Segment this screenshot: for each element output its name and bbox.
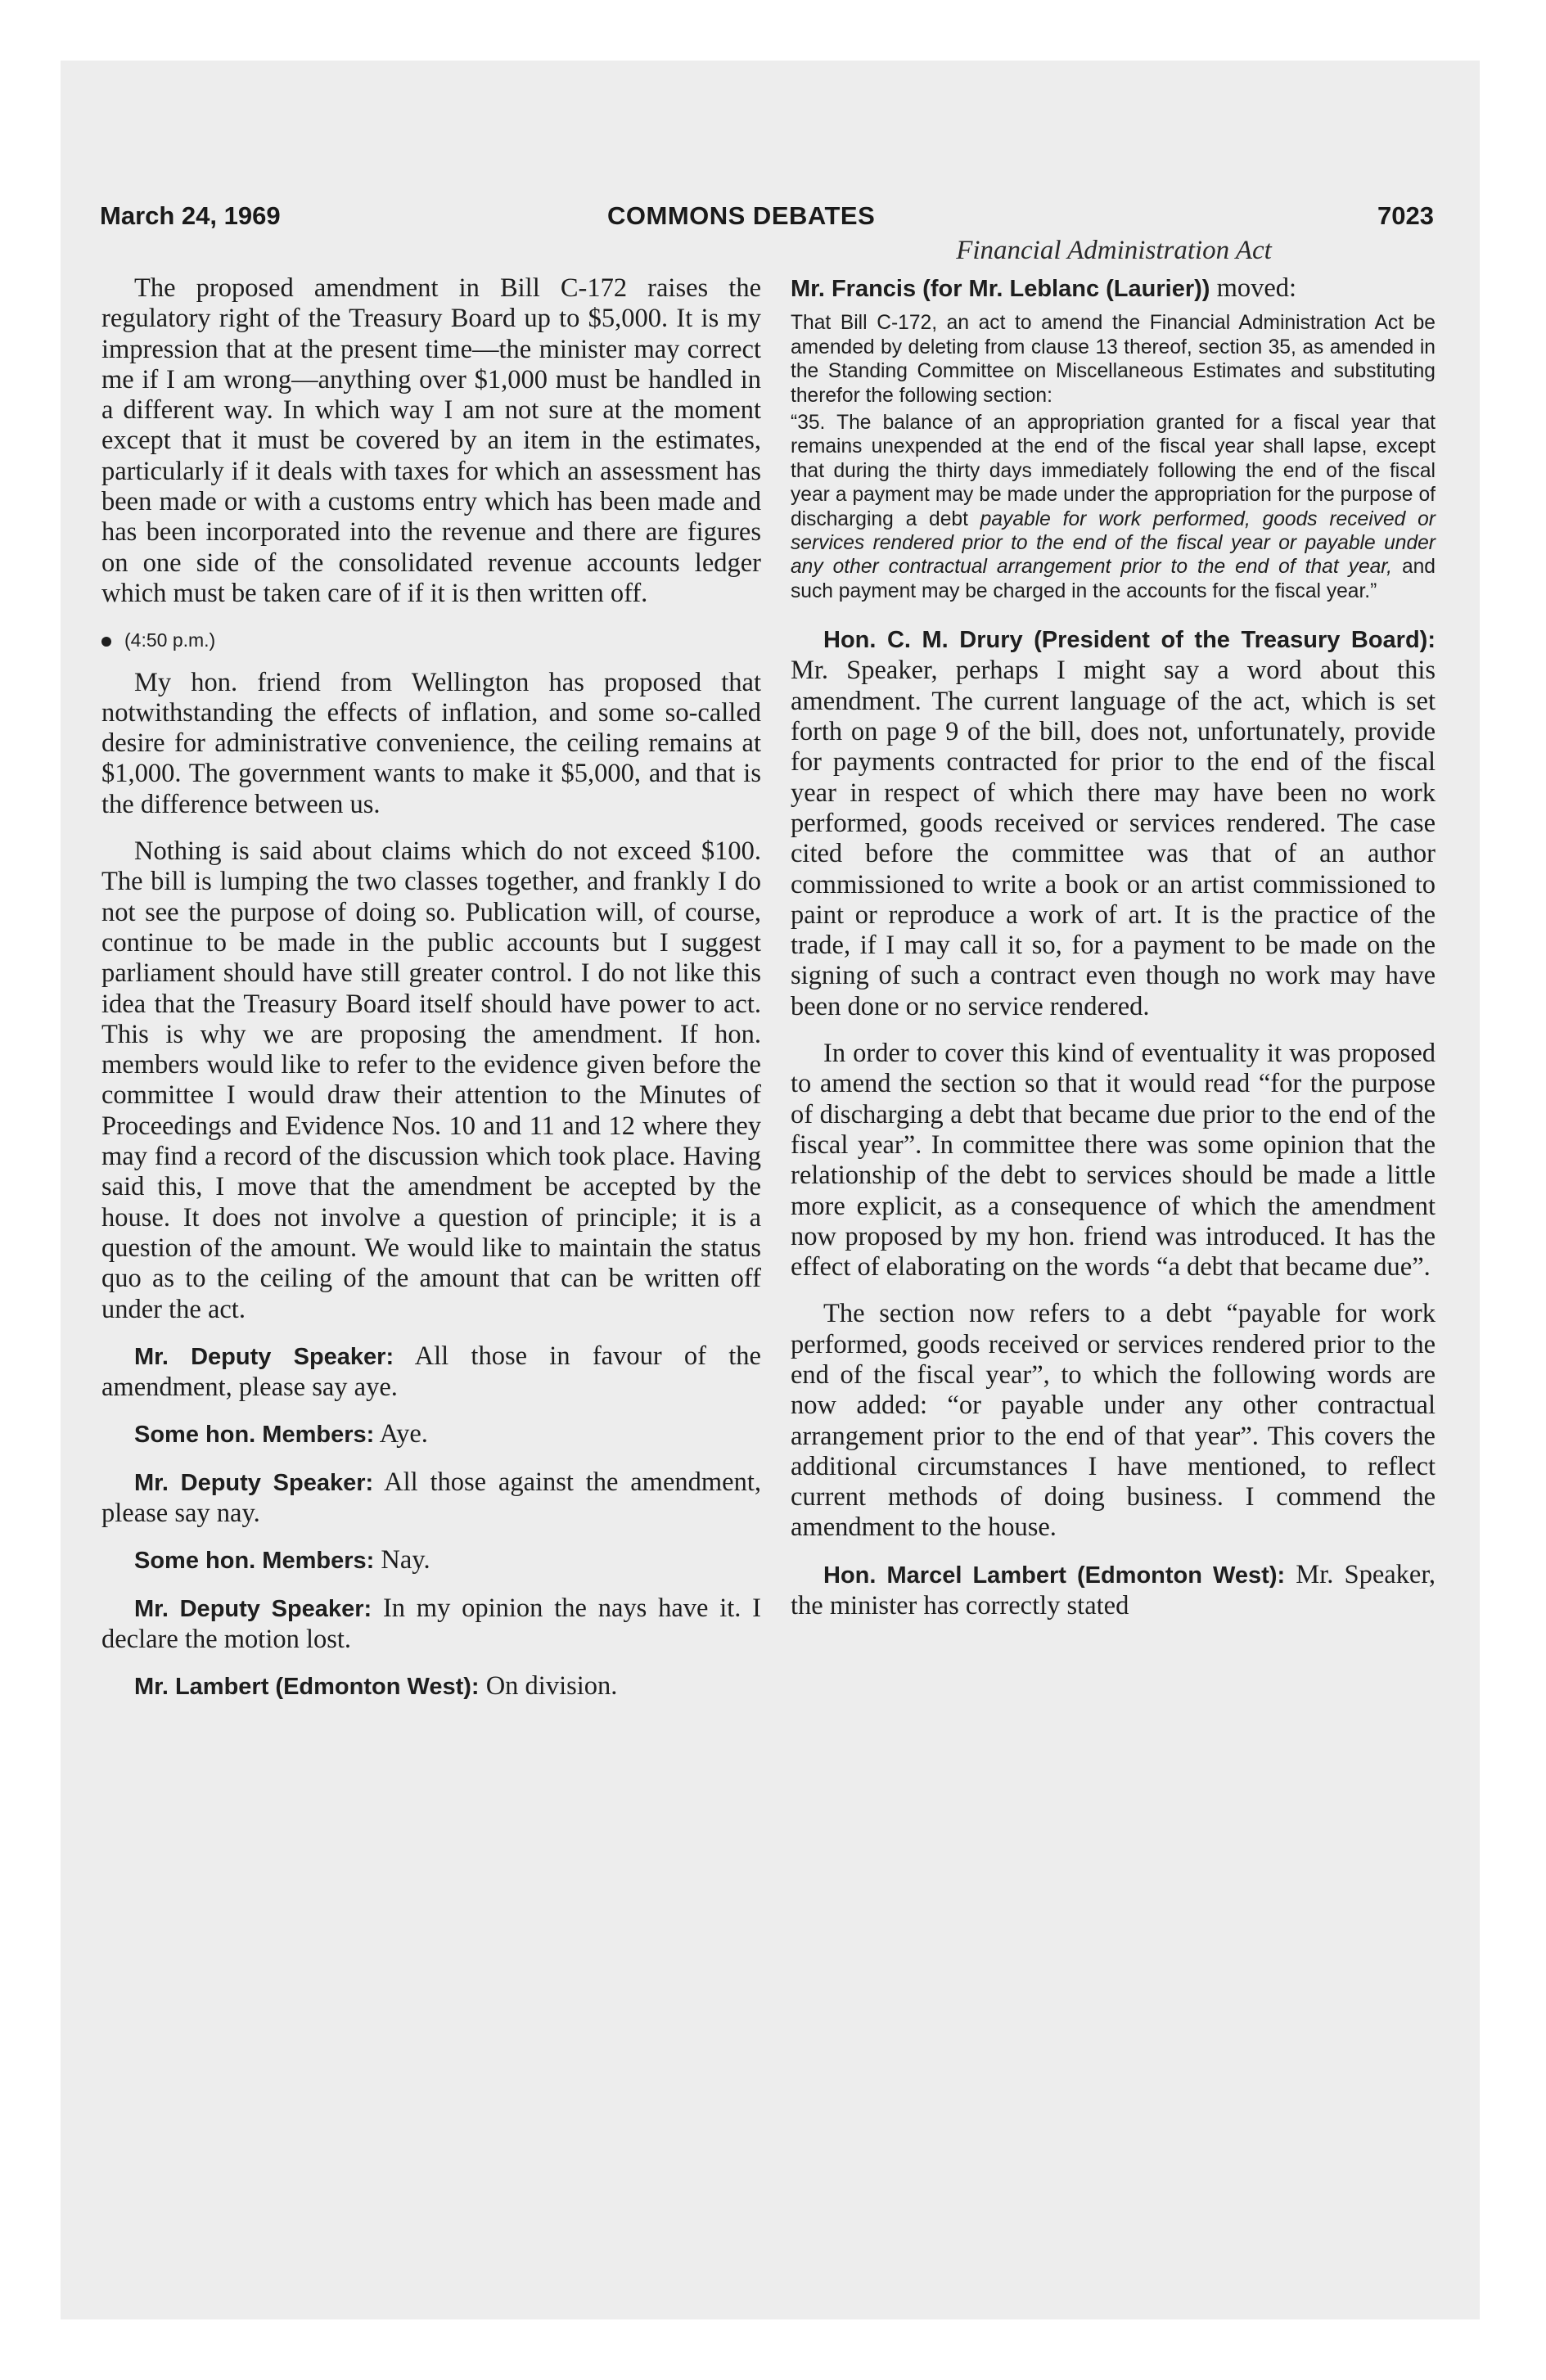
speech-lambert-1 <box>101 1671 761 1702</box>
speaker-name: Some hon. Members: <box>134 1422 375 1449</box>
speech-members-2 <box>101 1545 761 1576</box>
motion-text-b: and such payment may be charged in the accounts for the fiscal year.” <box>791 556 1436 602</box>
speech-francis <box>791 273 1436 304</box>
timestamp <box>101 625 761 656</box>
motion-text-italic: payable for work performed, goods received or services rendered prior to the end of the fiscal year or payable under any other contractual arrangement prior to the end of that year, <box>791 507 1436 579</box>
right-paragraph-3: The section now refers to a debt “payable for work performed, goods received or services rendered prior to the end of the fiscal year”, to which the following words are now added: “or payable under any other contractual arrangement prior to the end of that year”. This covers the additional circumstances I have mentioned, to reflect current methods of doing business. I commend the amendment to the house. <box>791 1299 1436 1543</box>
speech-text: moved: <box>1216 273 1297 303</box>
motion-intro: That Bill C-172, an act to amend the Financial Administration Act be amended by deleting from clause 13 thereof, section 35, as amended in the Standing Committee on Miscellaneous Estimates and substituting therefor the following section: <box>791 312 1436 407</box>
speech-members-1 <box>101 1419 761 1450</box>
page-header <box>100 201 1434 241</box>
speech-deputy-speaker-3 <box>101 1593 761 1656</box>
speech-text: Nay. <box>381 1545 430 1575</box>
left-column <box>101 273 761 1719</box>
motion-text <box>791 311 1436 603</box>
left-paragraph-1: The proposed amendment in Bill C-172 raises the regulatory right of the Treasury Board up to $5,000. It is my impression that at the present time—the minister may correct me if I am wrong—anything over $1,000 must be handled in a different way. In which way I am not sure at the moment except that it must be covered by an item in the estimates, particularly if it deals with taxes for which an assessment has been made or with a customs entry which has been made and has been incorporated into the revenue and there are figures on one side of the consolidated revenue accounts ledger which must be taken care of if it is then written off. <box>101 273 761 608</box>
speech-text: On division. <box>485 1671 618 1702</box>
speech-text: Mr. Speaker, the minister has correctly stated <box>791 1559 1436 1621</box>
speech-deputy-speaker-2 <box>101 1467 761 1530</box>
header-subject: Financial Administration Act <box>956 236 1272 265</box>
speaker-name: Mr. Francis (for Mr. Leblanc (Laurier)) <box>791 276 1210 302</box>
speaker-name: Mr. Deputy Speaker: <box>134 1595 372 1622</box>
header-page-number: 7023 <box>1377 201 1434 230</box>
speaker-name: Hon. Marcel Lambert (Edmonton West): <box>823 1562 1286 1589</box>
speech-text: Aye. <box>379 1419 428 1449</box>
speaker-name: Mr. Deputy Speaker: <box>134 1343 394 1370</box>
speaker-name: Some hon. Members: <box>134 1548 375 1575</box>
speaker-name: Hon. C. M. Drury (President of the Treasury Board): <box>823 627 1436 654</box>
motion-text-a: “35. The balance of an appropriation granted for a fiscal year that remains unexpended at the end of the fiscal year shall lapse, except that during the thirty days immediately following the end of the fiscal year a payment may be made under the appropriation for the purpose of discharging a debt <box>791 411 1436 530</box>
speech-drury <box>791 624 1436 1022</box>
right-column <box>791 273 1436 1638</box>
speech-deputy-speaker-1 <box>101 1341 761 1404</box>
speaker-name: Mr. Deputy Speaker: <box>134 1469 374 1496</box>
timestamp-text: (4:50 p.m.) <box>124 629 216 651</box>
header-date: March 24, 1969 <box>100 201 281 230</box>
speech-text: In my opinion the nays have it. I declare the motion lost. <box>101 1593 761 1654</box>
speech-text: All those in favour of the amendment, please say aye. <box>101 1341 761 1403</box>
right-paragraph-2: In order to cover this kind of eventuality it was proposed to amend the section so that it would read “for the purpose of discharging a debt that became due prior to the end of the fiscal year”. In committee there was some opinion that the relationship of the debt to services should be made a little more explicit, as a consequence of which the amendment now proposed by my hon. friend was introduced. It has the effect of elaborating on the words “a debt that became due”. <box>791 1039 1436 1282</box>
bullet-dot-icon <box>101 637 111 647</box>
speech-text: Mr. Speaker, perhaps I might say a word about this amendment. The current language of the act, which is set forth on page 9 of the bill, does not, unfortunately, provide for payments contracted for prior to the end of the fiscal year in respect of which there may have been no work performed, goods received or services rendered. The case cited before the committee was that of an author commissioned to write a book or an artist commissioned to paint or reproduce a work of art. It is the practice of the trade, if I may call it so, for a payment to be made on the signing of such a contract even though no work may have been done or no service rendered. <box>791 656 1436 1021</box>
header-publication: COMMONS DEBATES <box>607 201 876 230</box>
speaker-name: Mr. Lambert (Edmonton West): <box>134 1674 480 1701</box>
left-paragraph-3: Nothing is said about claims which do not exceed $100. The bill is lumping the two classes together, and frankly I do not see the purpose of doing so. Publication will, of course, continue to be made in the public accounts but I suggest parliament should have still greater control. I do not like this idea that the Treasury Board itself should have power to act. This is why we are proposing the amendment. If hon. members would like to refer to the evidence given before the committee I would draw their attention to the Minutes of Proceedings and Evidence Nos. 10 and 11 and 12 where they may find a record of the discussion which took place. Having said this, I move that the amendment be accepted by the house. It does not involve a question of principle; it is a question of the amount. We would like to maintain the status quo as to the ceiling of the amount that can be written off under the act. <box>101 836 761 1324</box>
motion-section-35 <box>791 411 1436 603</box>
speech-lambert-2 <box>791 1560 1436 1622</box>
left-paragraph-2: My hon. friend from Wellington has proposed that notwithstanding the effects of inflation, and some so-called desire for administrative convenience, the ceiling remains at $1,000. The government wants to make it $5,000, and that is the difference between us. <box>101 667 761 819</box>
speech-text: All those against the amendment, please say nay. <box>101 1467 761 1528</box>
